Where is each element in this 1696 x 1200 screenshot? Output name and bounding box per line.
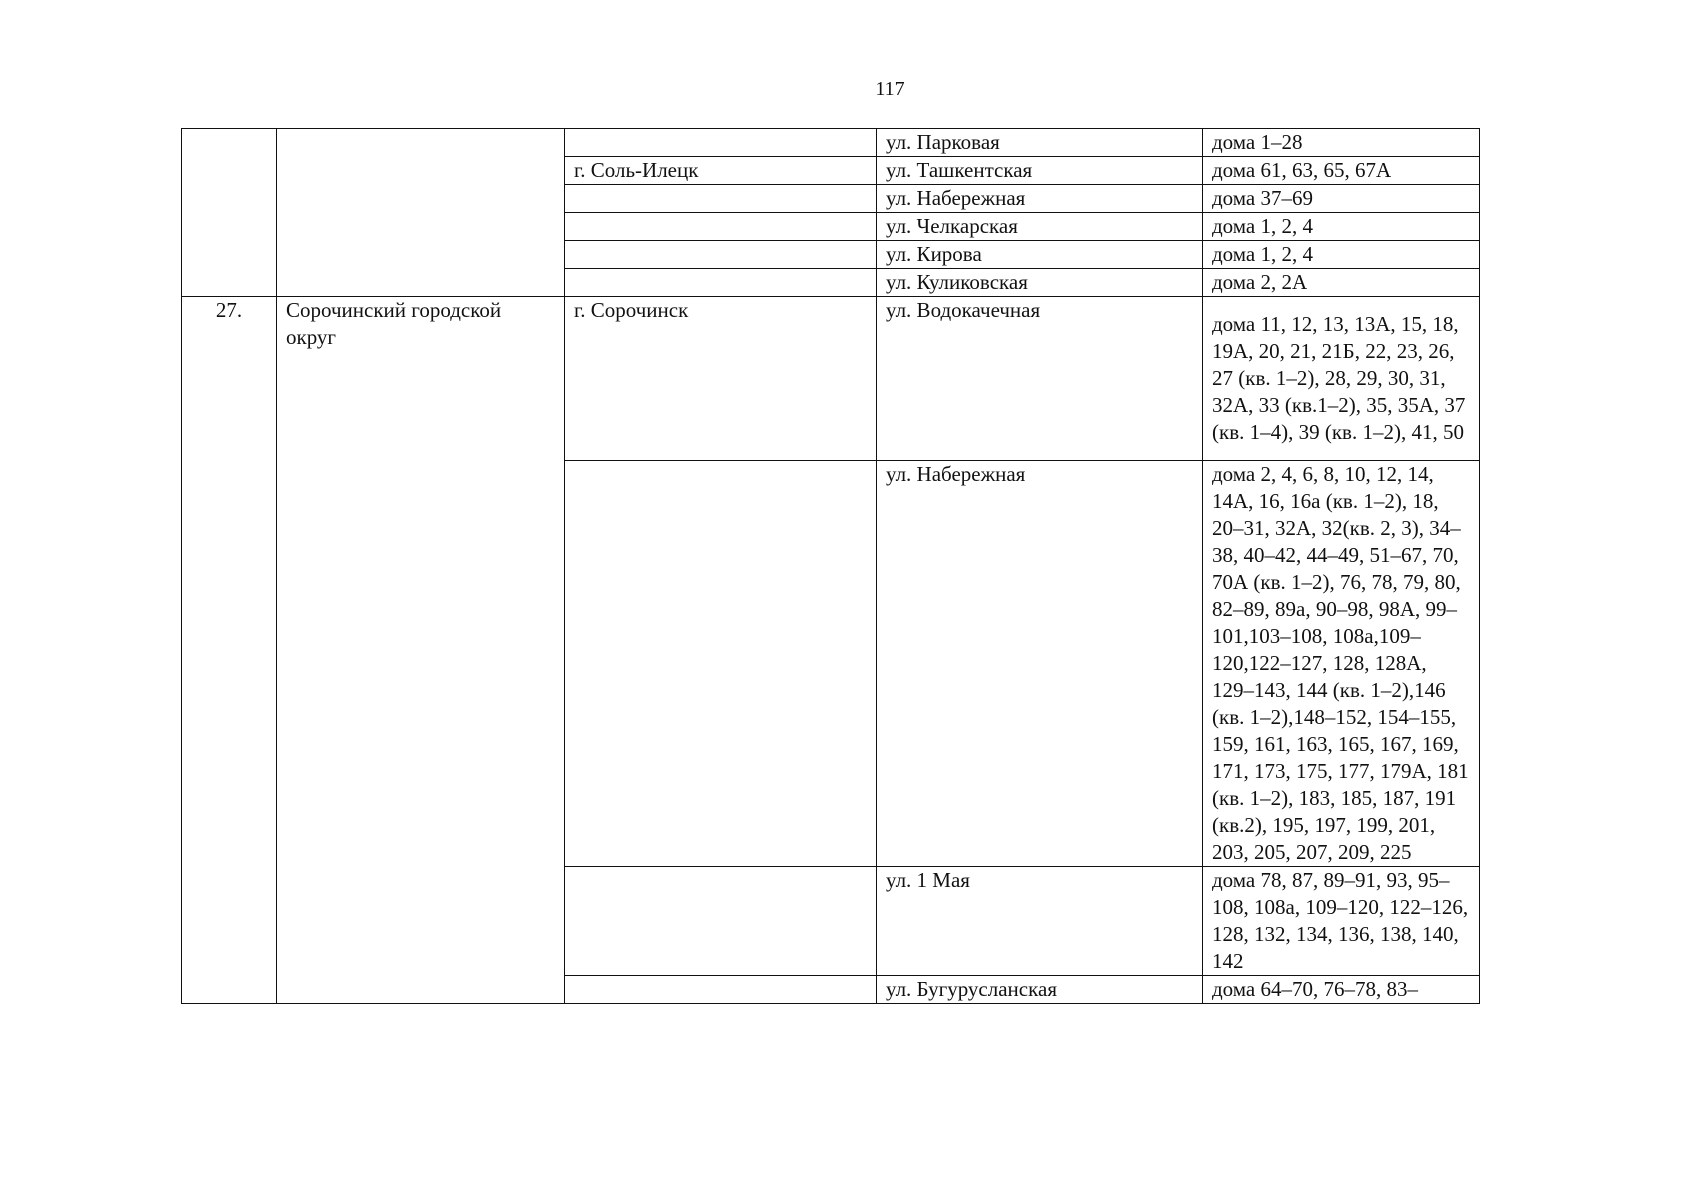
houses-cell: дома 1–28 (1203, 129, 1480, 157)
address-table (181, 128, 1480, 1004)
houses-cell: дома 78, 87, 89–91, 93, 95–108, 108а, 109–120, 122–126, 128, 132, 134, 136, 138, 140, 142 (1203, 867, 1480, 976)
city-cell (565, 129, 877, 157)
page-number: 117 (875, 78, 905, 100)
houses-cell: дома 61, 63, 65, 67А (1203, 157, 1480, 185)
city-cell: г. Сорочинск (565, 297, 877, 461)
city-cell (565, 241, 877, 269)
street-cell: ул. Водокачечная (877, 297, 1203, 461)
street-cell: ул. Ташкентская (877, 157, 1203, 185)
city-cell (565, 269, 877, 297)
street-cell: ул. Парковая (877, 129, 1203, 157)
district-cell (277, 129, 565, 297)
houses-cell: дома 1, 2, 4 (1203, 213, 1480, 241)
houses-cell: дома 1, 2, 4 (1203, 241, 1480, 269)
street-cell: ул. Набережная (877, 461, 1203, 867)
houses-cell: дома 2, 2А (1203, 269, 1480, 297)
city-cell: г. Соль-Илецк (565, 157, 877, 185)
houses-cell: дома 64–70, 76–78, 83– (1203, 976, 1480, 1004)
street-cell: ул. Куликовская (877, 269, 1203, 297)
table-row (182, 297, 1480, 461)
houses-text: дома 11, 12, 13, 13А, 15, 18, 19А, 20, 21, 21Б, 22, 23, 26, 27 (кв. 1–2), 28, 29, 30, 31, 32А, 33 (кв.1–2), 35, 35А, 37 (кв. 1–4), 39 (кв. 1–2), 41, 50 (1212, 312, 1466, 444)
street-cell: ул. Челкарская (877, 213, 1203, 241)
city-cell (565, 867, 877, 976)
houses-cell (1203, 297, 1480, 461)
number-cell (182, 129, 277, 297)
table-row (182, 129, 1480, 157)
street-cell: ул. Кирова (877, 241, 1203, 269)
number-cell: 27. (182, 297, 277, 1004)
houses-cell: дома 2, 4, 6, 8, 10, 12, 14, 14А, 16, 16а (кв. 1–2), 18, 20–31, 32А, 32(кв. 2, 3), 34–38, 40–42, 44–49, 51–67, 70, 70А (кв. 1–2), 76, 78, 79, 80, 82–89, 89а, 90–98, 98А, 99–101,103–108, 108а,109–120,122–127, 128, 128А, 129–143, 144 (кв. 1–2),146 (кв. 1–2),148–152, 154–155, 159, 161, 163, 165, 167, 169, 171, 173, 175, 177, 179А, 181 (кв. 1–2), 183, 185, 187, 191 (кв.2), 195, 197, 199, 201, 203, 205, 207, 209, 225 (1203, 461, 1480, 867)
street-cell: ул. 1 Мая (877, 867, 1203, 976)
city-cell (565, 461, 877, 867)
city-cell (565, 976, 877, 1004)
city-cell (565, 185, 877, 213)
houses-cell: дома 37–69 (1203, 185, 1480, 213)
district-cell: Сорочинский городской округ (277, 297, 565, 1004)
street-cell: ул. Бугурусланская (877, 976, 1203, 1004)
city-cell (565, 213, 877, 241)
street-cell: ул. Набережная (877, 185, 1203, 213)
